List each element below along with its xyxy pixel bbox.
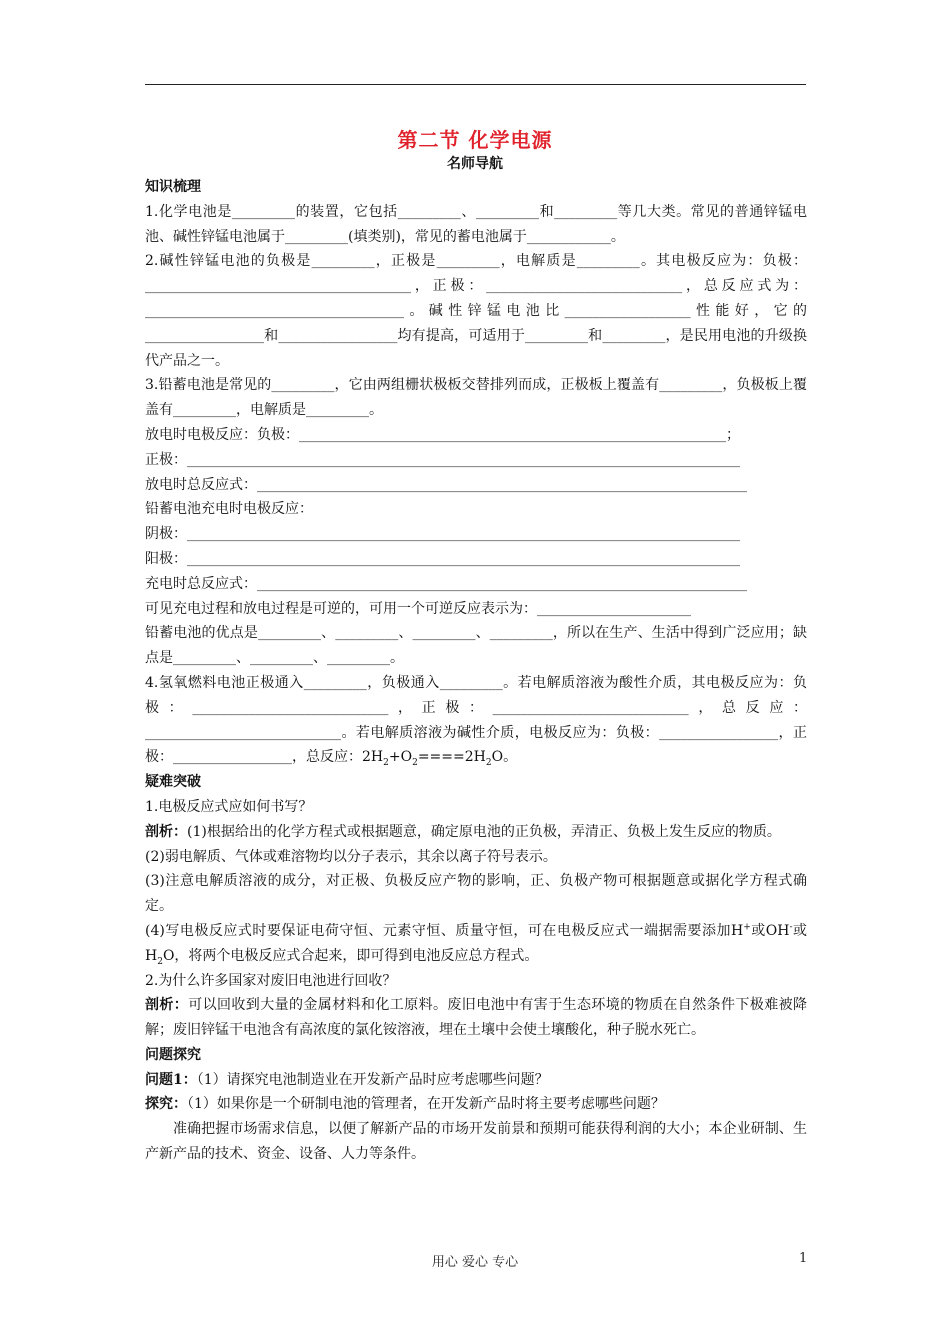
knowledge-line: 放电时总反应式：______________________________________________________________________ <box>145 476 747 493</box>
knowledge-line: 充电时总反应式：______________________________________________________________________ <box>145 575 747 592</box>
knowledge-line: 可见充电过程和放电过程是可逆的，可用一个可逆反应表示为：______________________ <box>145 600 691 617</box>
analysis-1-point-2: (2)弱电解质、气体或难溶物均以分子表示，其余以离子符号表示。 <box>145 848 557 865</box>
analysis-1-point-3: (3)注意电解质溶液的成分，对正极、负极反应产物的影响，正、负极产物可根据题意或据化学方程式确定。 <box>145 873 807 915</box>
page-number: 1 <box>799 1251 808 1266</box>
knowledge-line: 放电时电极反应：负极：_____________________________________________________________； <box>145 426 740 443</box>
knowledge-line: 铅蓄电池充电时电极反应： <box>145 501 313 518</box>
page-footer: 用心 爱心 专心 <box>431 1255 519 1270</box>
question-2: 2.为什么许多国家对废旧电池进行回收？ <box>145 972 397 989</box>
page-subtitle: 名师导航 <box>447 156 503 172</box>
knowledge-line: 阳极：_______________________________________________________________________________ <box>145 550 740 567</box>
knowledge-line: 阴极：_______________________________________________________________________________ <box>145 526 740 543</box>
question-1: 1.电极反应式应如何书写？ <box>145 798 313 815</box>
explore-1: 探究：（1）如果你是一个研制电池的管理者，在开发新产品时将主要考虑哪些问题？ <box>145 1096 665 1113</box>
page-title: 第二节 化学电源 <box>397 128 553 152</box>
difficulty-heading: 疑难突破 <box>145 774 201 791</box>
knowledge-line: 铅蓄电池的优点是_________、_________、_________、_________，所以在生产、生活中得到广泛应用；缺点是_________、_________、_________。 <box>145 625 807 667</box>
analysis-1-point-4: (4)写电极反应式时要保证电荷守恒、元素守恒、质量守恒，可在电极反应式一端据需要添加H+或OH-或$H_2O$，将两个电极反应式合起来，即可得到电池反应总方程式。 <box>145 922 808 967</box>
knowledge-line: 正极：_______________________________________________________________________________ <box>145 451 740 468</box>
main-content <box>145 175 807 1167</box>
knowledge-item-3: 3.铅蓄电池是常见的_________，它由两组栅状极板交替排列而成，正极板上覆盖有_________，负极板上覆盖有_________，电解质是_________。 <box>145 377 807 419</box>
problem-1: 问题1：（1）请探究电池制造业在开发新产品时应考虑哪些问题？ <box>145 1071 549 1088</box>
header-rule <box>145 84 806 85</box>
inquiry-heading: 问题探究 <box>145 1046 201 1063</box>
knowledge-item-1: 1.化学电池是_________的装置，它包括_________、_________和_________等几大类。常见的普通锌锰电池、碱性锌锰电池属于_________(填类别)，常见的蓄电池属于____________。 <box>145 203 807 245</box>
analysis-1: 剖析：(1)根据给出的化学方程式或根据题意，确定原电池的正负极，弄清正、负极上发生反应的物质。 <box>145 823 781 840</box>
knowledge-heading: 知识梳理 <box>145 179 201 195</box>
knowledge-item-4: 4.氢氧燃料电池正极通入_________，负极通入_________。若电解质溶液为酸性介质，其电极反应为：负极：____________________________，正极：____________________________，总反应：____________________________。若电解质溶液为碱性介质，电极反应为：负极：_________________，正极：_________________，总反应：$2H_2+O_2====2H_2O$。 <box>145 674 807 769</box>
analysis-2: 剖析：可以回收到大量的金属材料和化工原料。废旧电池中有害于生态环境的物质在自然条件下极难被降解；废旧锌锰干电池含有高浓度的氯化铵溶液，埋在土壤中会使土壤酸化，种子脱水死亡。 <box>145 997 808 1039</box>
knowledge-item-2: 2.碱性锌锰电池的负极是_________，正极是_________，电解质是_________。其电极反应为：负极：______________________________________，正极：____________________________，总反应式为：_____________________________________。碱性锌锰电池比__________________性能好，它的_________________和_________________均有提高，可适用于_________和_________，是民用电池的升级换代产品之一。 <box>145 253 807 369</box>
explore-paragraph: 准确把握市场需求信息，以便了解新产品的市场开发前景和预期可能获得利润的大小；本企业研制、生产新产品的技术、资金、设备、人力等条件。 <box>145 1121 807 1163</box>
